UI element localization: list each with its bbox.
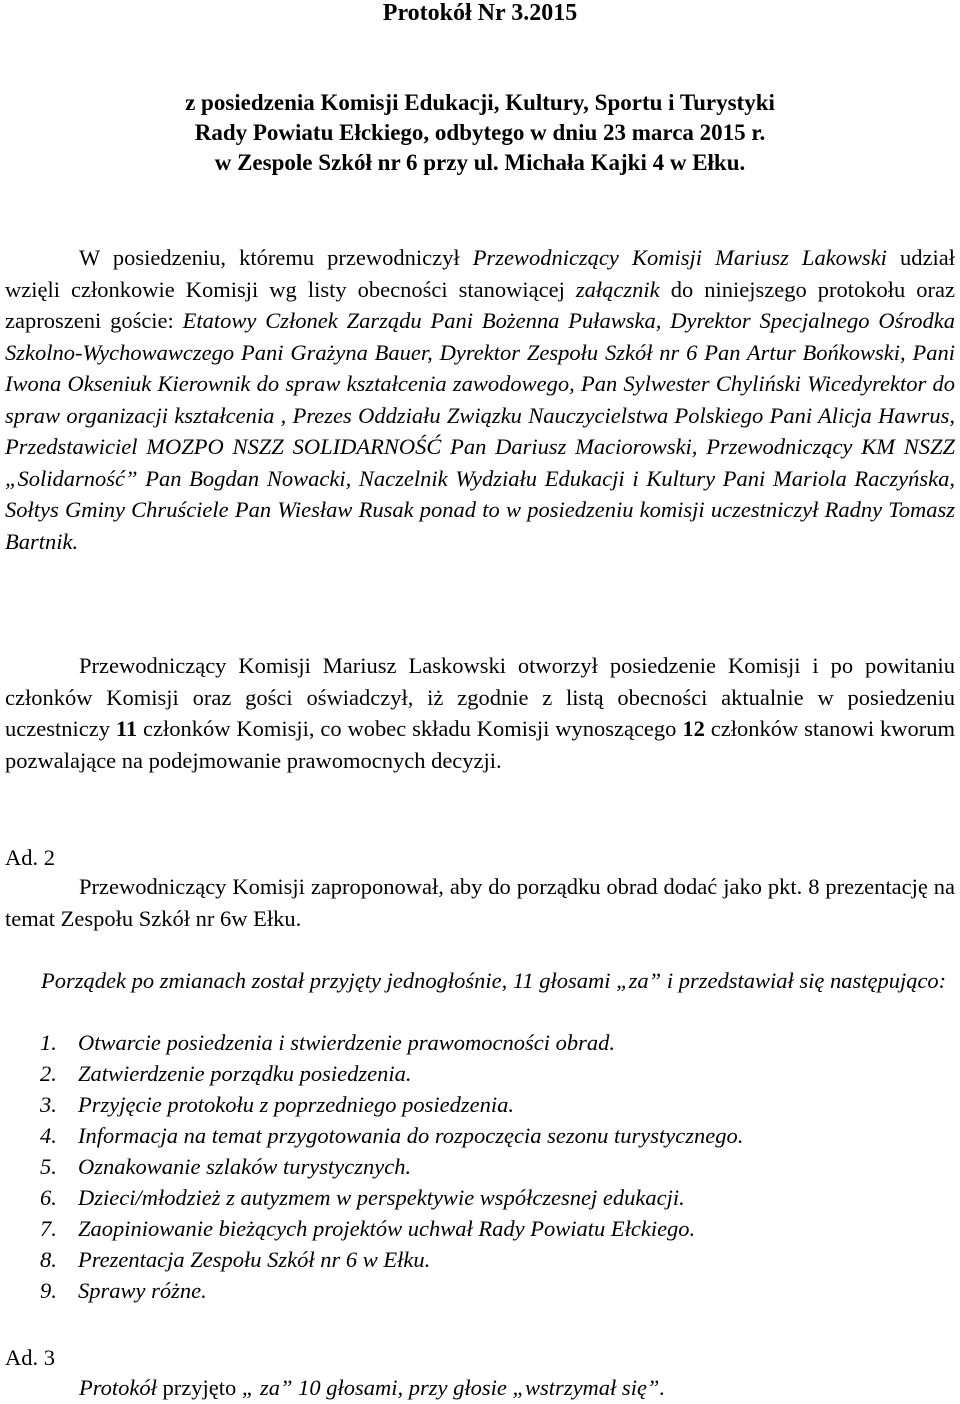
agenda-item-number: 7. <box>40 1216 57 1241</box>
text-span: zaproponował, aby do porządku obrad dodać jako pkt. 8 prezentację na temat Zespołu Szkół nr 6w Ełku. <box>5 874 956 931</box>
agenda-item-number: 4. <box>40 1123 57 1148</box>
agenda-item <box>40 1058 743 1089</box>
attendance-paragraph <box>5 242 955 557</box>
agenda-item-text: Zatwierdzenie porządku posiedzenia. <box>78 1061 412 1086</box>
present-count: 11 <box>115 716 138 741</box>
text-span: do niniejszego protokołu oraz zaproszeni goście: <box>5 276 955 333</box>
text-span: członków stanowi kworum pozwalające na podejmowanie prawomocnych decyzji. <box>5 716 955 773</box>
agenda-item-text: Oznakowanie szlaków turystycznych. <box>78 1154 412 1179</box>
section-heading-ad3: Ad. 3 <box>5 1345 55 1370</box>
text-span: członków Komisji, co wobec składu Komisji wynoszącego <box>137 716 683 741</box>
chair-name: Przewodniczący Komisji Mariusz Laskowski <box>79 653 506 678</box>
agenda-item <box>40 1213 743 1244</box>
subtitle-line: z posiedzenia Komisji Edukacji, Kultury, Sportu i Turystyki <box>185 90 775 115</box>
chair-name: Przewodniczący Komisji Mariusz Lakowski <box>472 245 887 270</box>
document-title: Protokół Nr 3.2015 <box>382 0 578 26</box>
agenda-intro-paragraph <box>5 965 955 997</box>
agenda-item-number: 5. <box>40 1154 57 1179</box>
text-span: Protokół <box>79 1375 157 1400</box>
vote-result: „ za” 10 głosami, przy głosie „wstrzymał się”. <box>241 1375 666 1400</box>
document-subtitle <box>0 88 960 178</box>
agenda-item-text: Zaopiniowanie bieżących projektów uchwał Rady Powiatu Ełckiego. <box>78 1216 696 1241</box>
agenda-change-paragraph <box>5 871 955 934</box>
agenda-item <box>40 1027 743 1058</box>
text-span: otworzył posiedzenie Komisji i po powitaniu członków Komisji oraz gości oświadczył, iż zgodnie z listą obecności aktualnie w posiedzeniu uczestniczy <box>5 653 955 741</box>
agenda-item-text: Sprawy różne. <box>78 1278 207 1303</box>
attachment-ref: załącznik <box>575 276 660 302</box>
protocol-approval-paragraph <box>5 1372 955 1404</box>
agenda-item-number: 2. <box>40 1061 57 1086</box>
text-span: W posiedzeniu, któremu przewodniczył <box>79 245 473 270</box>
agenda-item <box>40 1089 743 1120</box>
text-span: przyjęto <box>156 1375 242 1400</box>
total-count: 12 <box>682 716 705 741</box>
agenda-item-text: Otwarcie posiedzenia i stwierdzenie prawomocności obrad. <box>78 1030 616 1055</box>
agenda-item <box>40 1120 743 1151</box>
agenda-item <box>40 1275 743 1306</box>
agenda-item-number: 6. <box>40 1185 57 1210</box>
subtitle-line: w Zespole Szkół nr 6 przy ul. Michała Kajki 4 w Ełku. <box>214 150 746 175</box>
agenda-item-number: 8. <box>40 1247 57 1272</box>
agenda-item <box>40 1151 743 1182</box>
agenda-item-text: Prezentacja Zespołu Szkół nr 6 w Ełku. <box>78 1247 431 1272</box>
agenda-item-number: 9. <box>40 1278 57 1303</box>
agenda-item-text: Przyjęcie protokołu z poprzedniego posiedzenia. <box>78 1092 514 1117</box>
section-heading-ad2: Ad. 2 <box>5 845 55 870</box>
agenda-item-text: Dzieci/młodzież z autyzmem w perspektywie współczesnej edukacji. <box>78 1185 685 1210</box>
quorum-paragraph <box>5 650 955 776</box>
agenda-item <box>40 1182 743 1213</box>
text-span: udział wzięli członkowie Komisji wg listy obecności stanowiącej <box>5 245 955 302</box>
chair-title: Przewodniczący Komisji <box>79 874 305 899</box>
agenda-item-text: Informacja na temat przygotowania do rozpoczęcia sezonu turystycznego. <box>78 1123 744 1148</box>
agenda-item-number: 3. <box>40 1092 57 1117</box>
guests-list: Etatowy Członek Zarządu Pani Bożenna Puławska, Dyrektor Specjalnego Ośrodka Szkolno-Wychowawczego Pani Grażyna Bauer, Dyrektor Zespołu Szkół nr 6 Pan Artur Bońkowski, Pani Iwona Okseniuk Kierownik do spraw kształcenia zawodowego, Pan Sylwester Chyliński Wicedyrektor do spraw organizacji kształcenia , Prezes Oddziału Związku Nauczycielstwa Polskiego Pani Alicja Hawrus, Przedstawiciel MOZPO NSZZ SOLIDARNOŚĆ Pan Dariusz Maciorowski, Przewodniczący KM NSZZ „Solidarność” Pan Bogdan Nowacki, Naczelnik Wydziału Edukacji i Kultury Pani Mariola Raczyńska, Sołtys Gminy Chruściele Pan Wiesław Rusak ponad to w posiedzeniu komisji uczestniczył Radny Tomasz Bartnik. <box>5 308 955 554</box>
agenda-item-number: 1. <box>40 1030 57 1055</box>
text-span: Porządek po zmianach został przyjęty jednogłośnie, 11 głosami „za” i przedstawiał się następująco: <box>41 968 947 993</box>
subtitle-line: Rady Powiatu Ełckiego, odbytego w dniu 23 marca 2015 r. <box>194 120 766 145</box>
agenda-item <box>40 1244 743 1275</box>
agenda-list <box>40 1027 743 1306</box>
